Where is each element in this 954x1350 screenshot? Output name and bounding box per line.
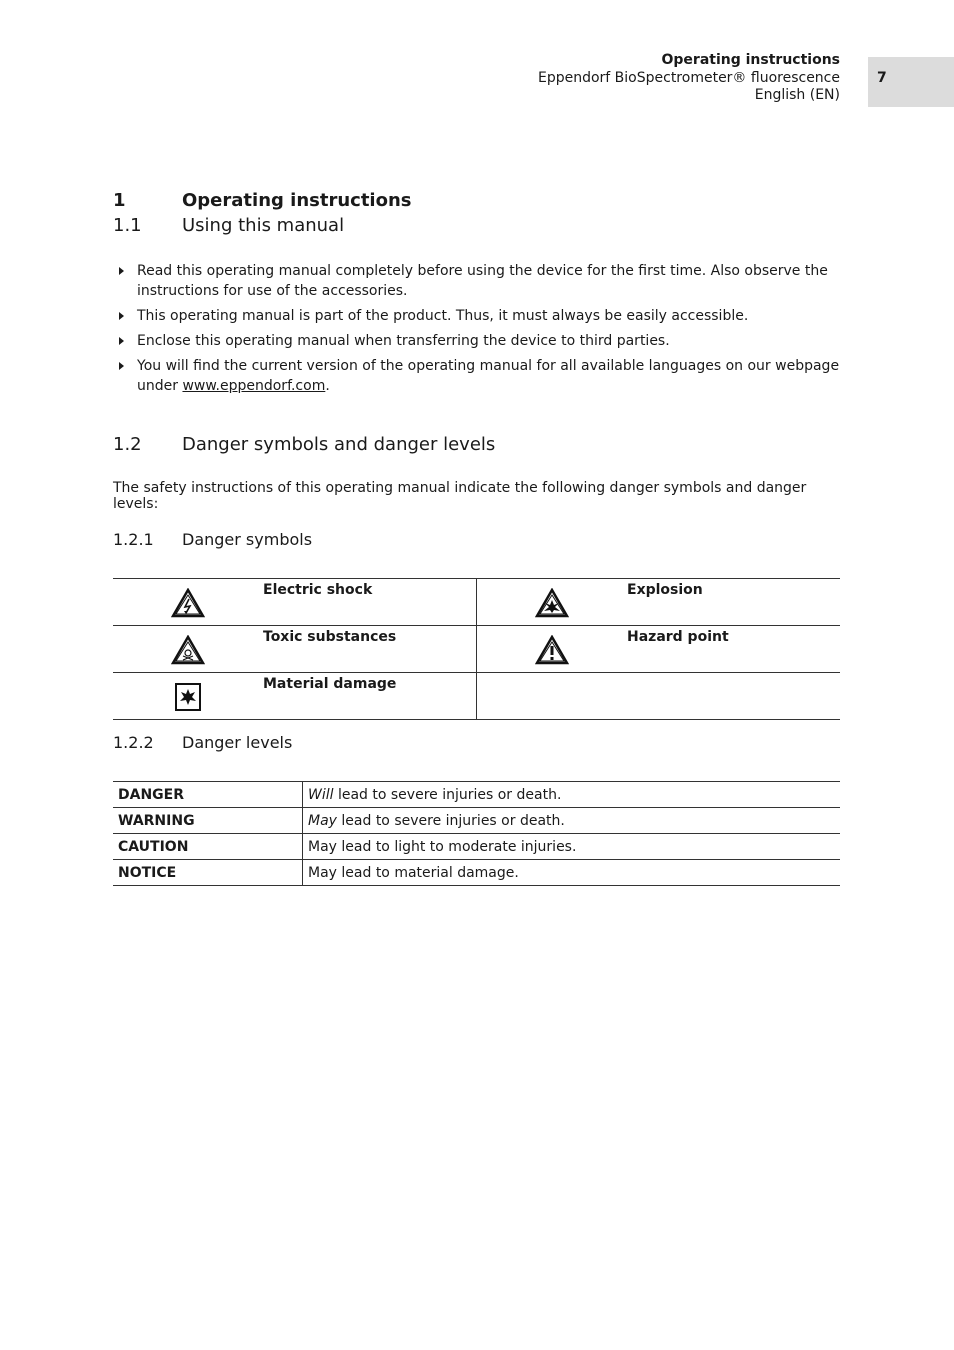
bullet-arrow-icon [119, 362, 124, 370]
danger-level: WARNING [113, 808, 303, 834]
list-item: Read this operating manual completely before using the device for the first time. Also observe the instructions for use of the accessories. [113, 261, 840, 301]
bullet-arrow-icon [119, 267, 124, 275]
section-1-heading [113, 190, 412, 211]
section-title: Using this manual [182, 215, 345, 236]
symbol-label: Material damage [263, 673, 477, 720]
page-header [538, 52, 840, 105]
table-row [113, 782, 840, 808]
header-product: Eppendorf BioSpectrometer® fluorescence [537, 69, 840, 86]
danger-description: Will lead to severe injuries or death. [303, 782, 841, 808]
bullet-arrow-icon [119, 312, 124, 320]
section-1-2-1-heading [113, 530, 312, 549]
section-title: Danger symbols and danger levels [182, 434, 496, 455]
symbol-label: Electric shock [263, 579, 477, 626]
table-row [113, 834, 840, 860]
section-number: 1 [113, 190, 126, 211]
bullet-arrow-icon [119, 337, 124, 345]
section-title: Danger levels [182, 733, 293, 752]
table-row [113, 860, 840, 886]
table-row [113, 673, 840, 720]
section-1-1-heading [113, 215, 344, 236]
page-number-tab [868, 57, 954, 107]
section-1-2-heading [113, 434, 495, 455]
list-item: This operating manual is part of the product. Thus, it must always be easily accessible. [113, 306, 840, 326]
toxic-substances-icon [171, 635, 205, 665]
danger-description: May lead to light to moderate injuries. [303, 834, 841, 860]
table-row [113, 626, 840, 673]
section-number: 1.2.2 [113, 733, 154, 752]
section-number: 1.1 [113, 215, 142, 236]
table-row [113, 579, 840, 626]
danger-level: CAUTION [113, 834, 303, 860]
section-title: Danger symbols [182, 530, 313, 549]
header-language: English (EN) [754, 87, 840, 103]
section-number: 1.2.1 [113, 530, 154, 549]
table-row [113, 808, 840, 834]
eppendorf-website-link[interactable]: www.eppendorf.com [182, 378, 326, 394]
symbol-label: Toxic substances [263, 626, 477, 673]
hazard-point-icon [535, 635, 569, 665]
danger-intro-text: The safety instructions of this operating manual indicate the following danger symbols and danger levels: [113, 480, 807, 512]
danger-levels-table [113, 781, 840, 886]
section-number: 1.2 [113, 434, 142, 455]
danger-description: May lead to material damage. [303, 860, 841, 886]
list-item: Enclose this operating manual when transferring the device to third parties. [113, 331, 840, 351]
material-damage-icon [171, 682, 205, 712]
section-title: Operating instructions [182, 190, 412, 211]
page-number: 7 [877, 70, 887, 86]
danger-level: NOTICE [113, 860, 303, 886]
usage-bullet-list [113, 261, 840, 401]
danger-symbols-table [113, 578, 840, 720]
danger-description: May lead to severe injuries or death. [303, 808, 841, 834]
symbol-label: Hazard point [627, 626, 840, 673]
header-title: Operating instructions [661, 52, 840, 68]
electric-shock-icon [171, 588, 205, 618]
list-item: You will find the current version of the operating manual for all available languages on our webpage under www.eppendorf.com. [113, 356, 840, 396]
explosion-icon [535, 588, 569, 618]
danger-level: DANGER [113, 782, 303, 808]
symbol-label: Explosion [627, 579, 840, 626]
section-1-2-2-heading [113, 733, 292, 752]
